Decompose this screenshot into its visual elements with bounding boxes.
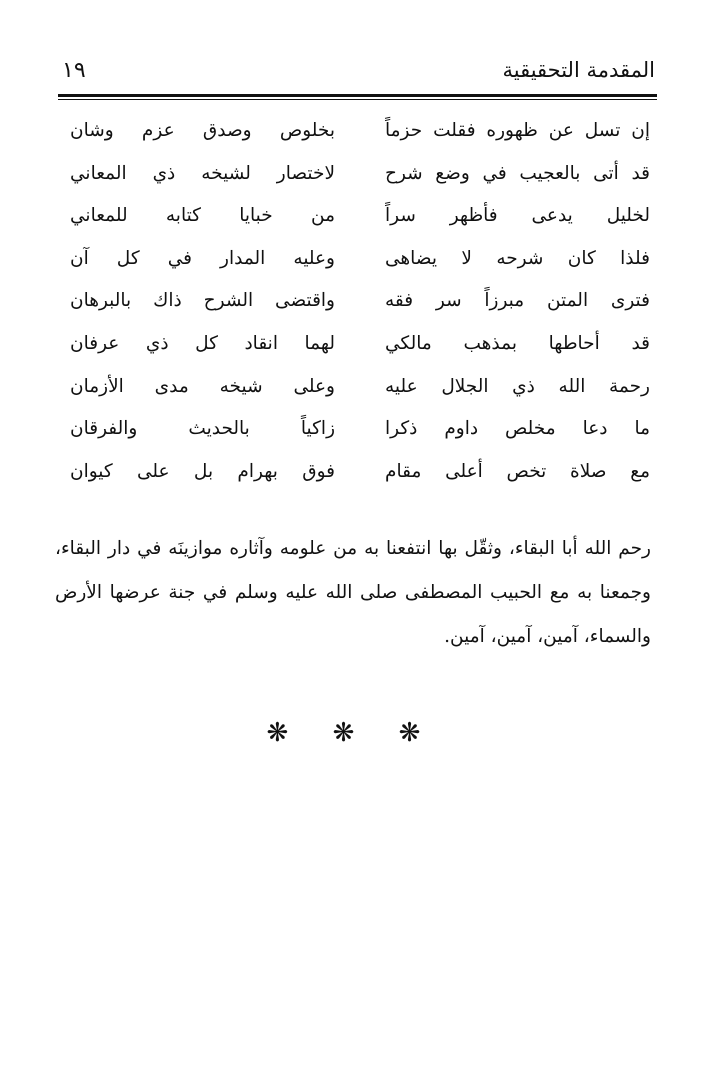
verse — [60, 238, 650, 281]
verse-first-hemistich: رحمة الله ذي الجلال عليه — [385, 375, 650, 397]
closing-paragraph: رحم الله أبا البقاء، وثقّل بها انتفعنا به من علومه وآثاره موازينَه في دار البقاء، وجمعنا به مع الحبيب المصطفى صلى الله عليه وسلم في جنة عرضها الأرض والسماء، آمين، آمين، آمين. — [55, 537, 651, 647]
verse — [60, 280, 650, 323]
verse — [60, 451, 650, 494]
verse-second-hemistich: فوق بهرام بل على كيوان — [70, 460, 335, 482]
verse-second-hemistich: من خبايا كتابه للمعاني — [70, 205, 335, 227]
verse — [60, 323, 650, 366]
header-rule-thin — [58, 99, 657, 100]
verse-second-hemistich: وعليه المدار في كل آن — [70, 247, 335, 269]
verse — [60, 195, 650, 238]
verse-first-hemistich: لخليل يدعى فأظهر سراً — [385, 205, 650, 227]
verse-second-hemistich: بخلوص وصدق عزم وشان — [70, 120, 335, 141]
verse — [60, 408, 650, 451]
verse-first-hemistich: قد أتى بالعجيب في وضع شرح — [385, 162, 650, 184]
verse-first-hemistich: قد أحاطها بمذهب مالكي — [385, 332, 650, 354]
verse-second-hemistich: لهما انقاد كل ذي عرفان — [70, 332, 335, 354]
verse-second-hemistich: وعلى شيخه مدى الأزمان — [70, 375, 335, 397]
verse-first-hemistich: مع صلاة تخص أعلى مقام — [385, 460, 650, 482]
verse-first-hemistich: ما دعا مخلص داوم ذكرا — [385, 418, 650, 440]
poem — [60, 110, 650, 493]
verse-second-hemistich: لاختصار لشيخه ذي المعاني — [70, 162, 335, 184]
verse — [60, 110, 650, 153]
verse-first-hemistich: إن تسل عن ظهوره فقلت حزماً — [385, 120, 650, 141]
verse-second-hemistich: زاكياً بالحديث والفرقان — [70, 418, 335, 440]
verse — [60, 153, 650, 196]
verse — [60, 366, 650, 409]
page-number: ١٩ — [62, 58, 86, 83]
header-rule-thick — [58, 94, 657, 97]
verse-second-hemistich: واقتضى الشرح ذاك بالبرهان — [70, 290, 335, 312]
page-header — [58, 48, 655, 88]
asterism-ornament: ❋ ❋ ❋ — [266, 718, 439, 748]
running-title: المقدمة التحقيقية — [502, 58, 655, 82]
verse-first-hemistich: فترى المتن مبرزاً سر فقه — [385, 290, 650, 312]
verse-first-hemistich: فلذا كان شرحه لا يضاهى — [385, 247, 650, 269]
